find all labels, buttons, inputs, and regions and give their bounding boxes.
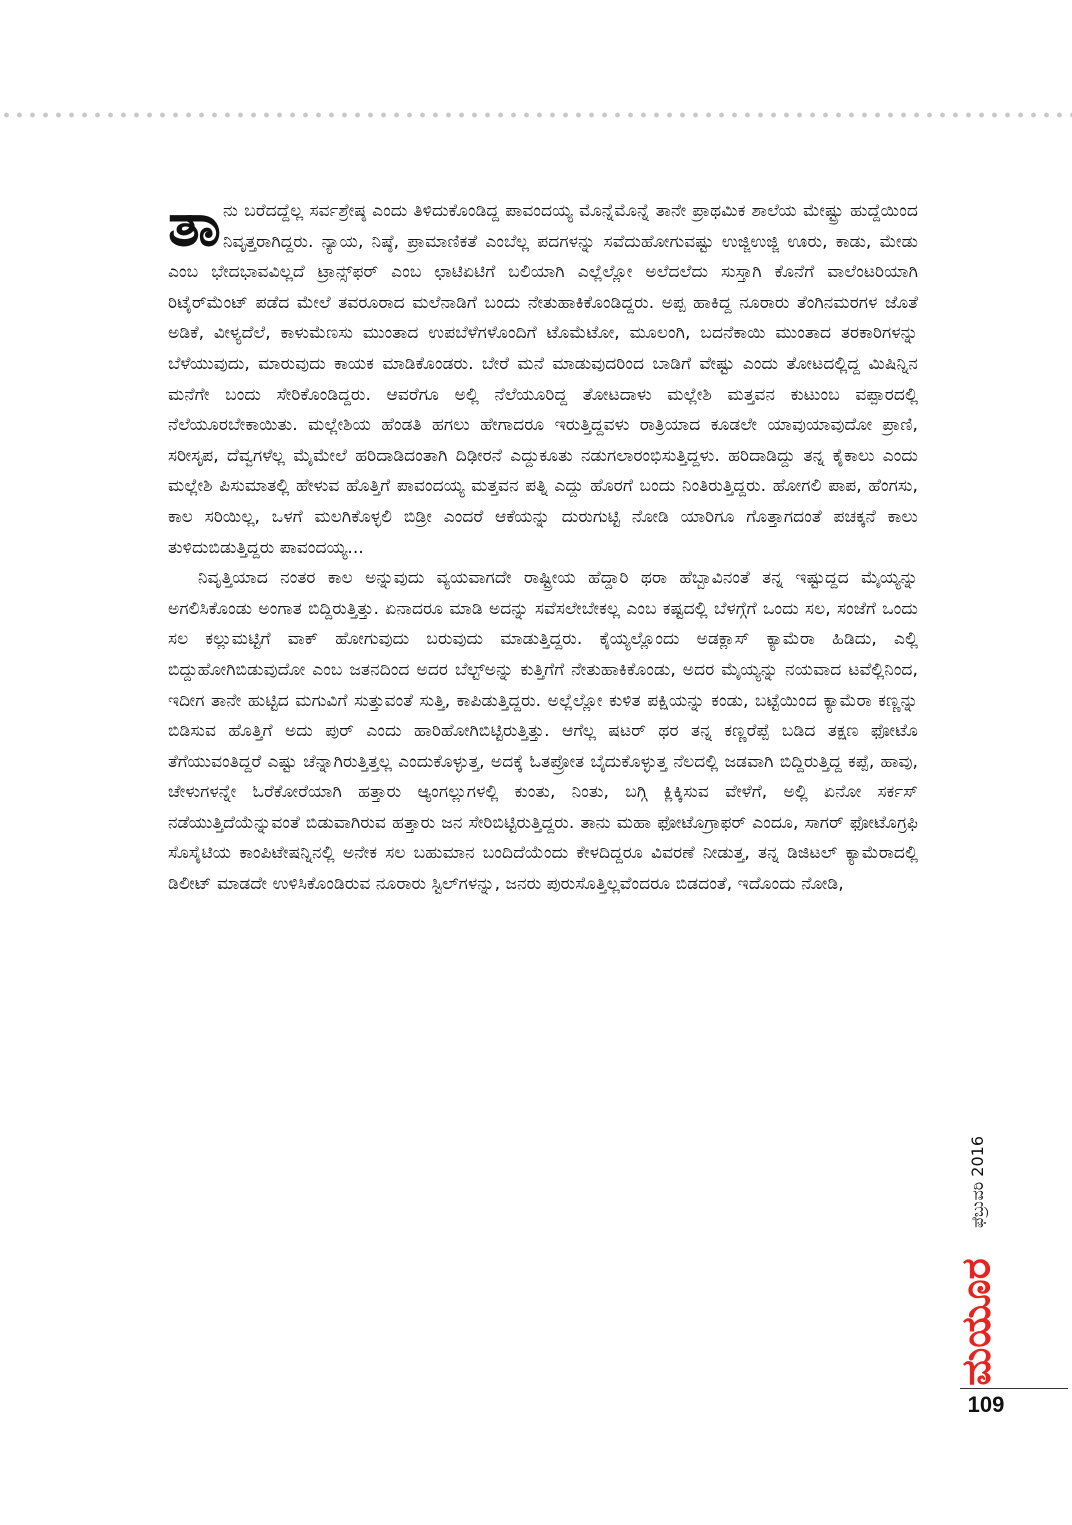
drop-cap: ತಾ (168, 190, 221, 260)
paragraph-1 (168, 190, 918, 563)
paragraph-1-text: ನು ಬರೆದದ್ದೆಲ್ಲ ಸರ್ವಶ್ರೇಷ್ಠ ಎಂದು ತಿಳಿದುಕೊಂಡಿದ್ದ ಪಾವಂದಯ್ಯ ಮೊನ್ನೆಮೊನ್ನೆ ತಾನೇ ಪ್ರಾಥಮಿಕ ಶಾಲೆಯ ಮೇಷ್ಟ್ರು ಹುದ್ದೆಯಿಂದ ನಿವೃತ್ತರಾಗಿದ್ದರು. ನ್ಯಾಯ, ನಿಷ್ಠೆ, ಪ್ರಾಮಾಣಿಕತೆ ಎಂಬೆಲ್ಲ ಪದಗಳನ್ನು ಸವೆದುಹೋಗುವಷ್ಟು ಉಜ್ಜಿಉಜ್ಜಿ ಊರು, ಕಾಡು, ಮೇಡು ಎಂಬ ಭೇದಭಾವವಿಲ್ಲದೆ ಟ್ರಾನ್ಸ್‌ಫರ್ ಎಂಬ ಛಾಟಿಏಟಿಗೆ ಬಲಿಯಾಗಿ ಎಲ್ಲೆಲ್ಲೋ ಅಲೆದಲೆದು ಸುಸ್ತಾಗಿ ಕೊನೆಗೆ ವಾಲೆಂಟರಿಯಾಗಿ ರಿಟೈರ್‌ಮೆಂಟ್ ಪಡೆದ ಮೇಲೆ ತವರೂರಾದ ಮಲೆನಾಡಿಗೆ ಬಂದು ನೇತುಹಾಕಿಕೊಂಡಿದ್ದರು. ಅಪ್ಪ ಹಾಕಿದ್ದ ನೂರಾರು ತೆಂಗಿನಮರಗಳ ಜೊತೆ ಅಡಿಕೆ, ವೀಳ್ಯದೆಲೆ, ಕಾಳುಮೆಣಸು ಮುಂತಾದ ಉಪಬೆಳೆಗಳೊಂದಿಗೆ ಟೊಮೆಟೋ, ಮೂಲಂಗಿ, ಬದನೆಕಾಯಿ ಮುಂತಾದ ತರಕಾರಿಗಳನ್ನು ಬೆಳೆಯುವುದು, ಮಾರುವುದು ಕಾಯಕ ಮಾಡಿಕೊಂಡರು. ಬೇರೆ ಮನೆ ಮಾಡುವುದರಿಂದ ಬಾಡಿಗೆ ವೇಷ್ಟು ಎಂದು ತೋಟದಲ್ಲಿದ್ದ ಮಿಷಿನ್ನಿನ ಮನೆಗೇ ಬಂದು ಸೇರಿಕೊಂಡಿದ್ದರು. ಆವರೆಗೂ ಅಲ್ಲಿ ನೆಲೆಯೂರಿದ್ದ ತೋಟದಾಳು ಮಲ್ಲೇಶಿ ಮತ್ತವನ ಕುಟುಂಬ ವಪ್ಪಾರದಲ್ಲಿ ನೆಲೆಯೂರಬೇಕಾಯಿತು. ಮಲ್ಲೇಶಿಯ ಹೆಂಡತಿ ಹಗಲು ಹೇಗಾದರೂ ಇರುತ್ತಿದ್ದವಳು ರಾತ್ರಿಯಾದ ಕೂಡಲೇ ಯಾವುಯಾವುದೋ ಪ್ರಾಣಿ, ಸರೀಸೃಪ, ದೆವ್ವಗಳೆಲ್ಲ ಮೈಮೇಲೆ ಹರಿದಾಡಿದಂತಾಗಿ ದಿಢೀರನೆ ಎದ್ದುಕೂತು ನಡುಗಲಾರಂಭಿಸುತ್ತಿದ್ದಳು. ಹರಿದಾಡಿದ್ದು ತನ್ನ ಕೈಕಾಲು ಎಂದು ಮಲ್ಲೇಶಿ ಪಿಸುಮಾತಲ್ಲಿ ಹೇಳುವ ಹೊತ್ತಿಗೆ ಪಾವಂದಯ್ಯ ಮತ್ತವನ ಪತ್ನಿ ಎದ್ದು ಹೊರಗೆ ಬಂದು ನಿಂತಿರುತ್ತಿದ್ದರು. ಹೋಗಲಿ ಪಾಪ, ಹೆಂಗಸು, ಕಾಲ ಸರಿಯಿಲ್ಲ, ಒಳಗೆ ಮಲಗಿಕೊಳ್ಳಲಿ ಬಿಡ್ರೀ ಎಂದರೆ ಆಕೆಯನ್ನು ದುರುಗುಟ್ಟಿ ನೋಡಿ ಯಾರಿಗೂ ಗೊತ್ತಾಗದಂತೆ ಪಚಕ್ಕನೆ ಕಾಲು ತುಳಿದುಬಿಡುತ್ತಿದ್ದರು ಪಾವಂದಯ್ಯ... (168, 201, 918, 558)
magazine-logo: ಮಯೂರ (952, 1258, 1000, 1386)
article-body (168, 190, 918, 900)
dotted-divider (0, 110, 1072, 120)
footer-rule (960, 1388, 1068, 1389)
issue-date: ಫೆಬ್ರುವರಿ 2016 (968, 1135, 987, 1229)
paragraph-2: ನಿವೃತ್ತಿಯಾದ ನಂತರ ಕಾಲ ಅನ್ನುವುದು ವ್ಯಯವಾಗದೇ ರಾಷ್ಟ್ರೀಯ ಹೆದ್ದಾರಿ ಥರಾ ಹೆಬ್ಬಾವಿನಂತೆ ತನ್ನ ಇಷ್ಟುದ್ದದ ಮೈಯ್ಯನ್ನು ಅಗಲಿಸಿಕೊಂಡು ಅಂಗಾತ ಬಿದ್ದಿರುತ್ತಿತ್ತು. ಏನಾದರೂ ಮಾಡಿ ಅದನ್ನು ಸವೆಸಲೇಬೇಕಲ್ಲ ಎಂಬ ಕಷ್ಟದಲ್ಲಿ ಬೆಳಗ್ಗೆಗೆ ಒಂದು ಸಲ, ಸಂಜೆಗೆ ಒಂದು ಸಲ ಕಲ್ಲುಮಟ್ಟಿಗೆ ವಾಕ್ ಹೋಗುವುದು ಬರುವುದು ಮಾಡುತ್ತಿದ್ದರು. ಕೈಯ್ಯಲ್ಲೊಂದು ಅಡಕ್ಲಾಸ್ ಕ್ಯಾಮೆರಾ ಹಿಡಿದು, ಎಲ್ಲಿ ಬಿದ್ದುಹೋಗಿಬಿಡುವುದೋ ಎಂಬ ಜತನದಿಂದ ಅದರ ಬೆಲ್ಟ್‌ಅನ್ನು ಕುತ್ತಿಗೆಗೆ ನೇತುಹಾಕಿಕೊಂಡು, ಅದರ ಮೈಯ್ಯನ್ನು ನಯವಾದ ಟವೆಲ್ಲಿನಿಂದ, ಇದೀಗ ತಾನೇ ಹುಟ್ಟಿದ ಮಗುವಿಗೆ ಸುತ್ತುವಂತೆ ಸುತ್ತಿ, ಕಾಪಿಡುತ್ತಿದ್ದರು. ಅಲ್ಲೆಲ್ಲೋ ಕುಳಿತ ಪಕ್ಷಿಯನ್ನು ಕಂಡು, ಬಟ್ಟೆಯಿಂದ ಕ್ಯಾಮೆರಾ ಕಣ್ಣನ್ನು ಬಿಡಿಸುವ ಹೊತ್ತಿಗೆ ಅದು ಪುರ್ ಎಂದು ಹಾರಿಹೋಗಿಬಿಟ್ಟಿರುತ್ತಿತ್ತು. ಆಗೆಲ್ಲ ಷಟರ್ ಥರ ತನ್ನ ಕಣ್ಣರೆಪ್ಪೆ ಬಡಿದ ತಕ್ಷಣ ಫೋಟೊ ತೆಗೆಯುವಂತಿದ್ದರೆ ಎಷ್ಟು ಚೆನ್ನಾಗಿರುತ್ತಿತ್ತಲ್ಲ ಎಂದುಕೊಳ್ಳುತ್ತ, ಅದಕ್ಕೆ ಓತಪ್ರೋತ ಬೈದುಕೊಳ್ಳುತ್ತ ನೆಲದಲ್ಲಿ ಜಡವಾಗಿ ಬಿದ್ದಿರುತ್ತಿದ್ದ ಕಪ್ಪೆ, ಹಾವು, ಚೇಳುಗಳನ್ನೇ ಓರೆಕೋರೆಯಾಗಿ ಹತ್ತಾರು ಆ್ಯಂಗಲ್ಲುಗಳಲ್ಲಿ ಕುಂತು, ನಿಂತು, ಬಗ್ಗಿ ಕ್ಲಿಕ್ಕಿಸುವ ವೇಳೆಗೆ, ಅಲ್ಲಿ ಏನೋ ಸರ್ಕಸ್ ನಡೆಯುತ್ತಿದೆಯೆನ್ನುವಂತೆ ಬಿಡುವಾಗಿರುವ ಹತ್ತಾರು ಜನ ಸೇರಿಬಿಟ್ಟಿರುತ್ತಿದ್ದರು. ತಾನು ಮಹಾ ಫೋಟೊಗ್ರಾಫರ್ ಎಂದೂ, ಸಾಗರ್ ಫೋಟೊಗ್ರಫಿ ಸೊಸೈಟಿಯ ಕಾಂಪಿಟೇಷನ್ನಿನಲ್ಲಿ ಅನೇಕ ಸಲ ಬಹುಮಾನ ಬಂದಿದೆಯೆಂದು ಕೇಳದಿದ್ದರೂ ವಿವರಣೆ ನೀಡುತ್ತ, ತನ್ನ ಡಿಜಿಟಲ್ ಕ್ಯಾಮೆರಾದಲ್ಲಿ ಡಿಲೀಟ್ ಮಾಡದೇ ಉಳಿಸಿಕೊಂಡಿರುವ ನೂರಾರು ಸ್ಟಿಲ್‌ಗಳನ್ನು, ಜನರು ಪುರುಸೊತ್ತಿಲ್ಲವೆಂದರೂ ಬಿಡದಂತೆ, ಇದೊಂದು ನೋಡಿ, (168, 568, 918, 895)
page-number: 109 (967, 1392, 1005, 1417)
